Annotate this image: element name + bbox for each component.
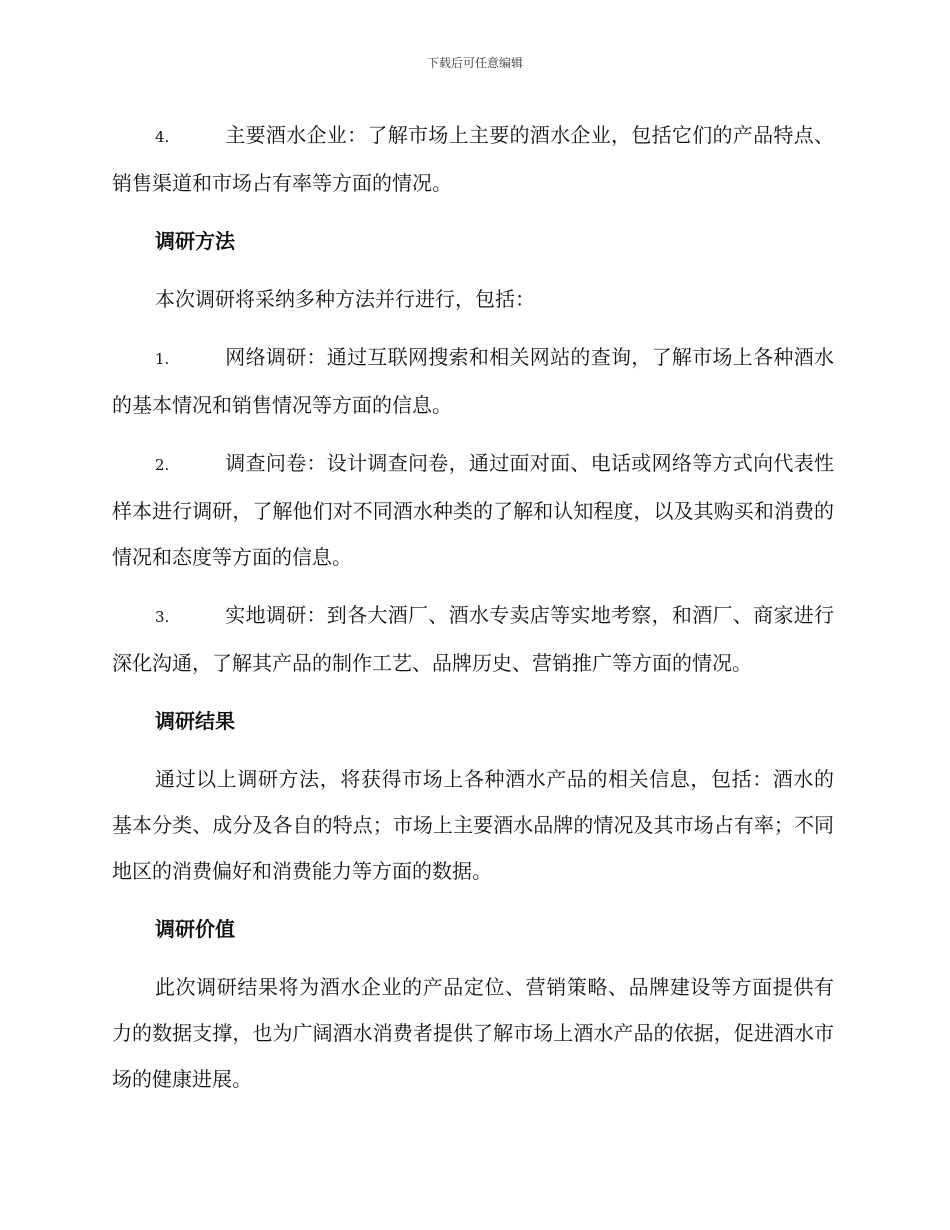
document-body <box>112 112 834 1114</box>
list-item-text: 主要酒水企业：了解市场上主要的酒水企业，包括它们的产品特点、销售渠道和市场占有率等方面的情况。 <box>112 123 834 195</box>
section-heading-methods: 调研方法 <box>155 229 235 253</box>
value-paragraph: 此次调研结果将为酒水企业的产品定位、营销策略、品牌建设等方面提供有力的数据支撑，也为广阔酒水消费者提供了解市场上酒水产品的依据，促进酒水市场的健康进展。 <box>112 975 834 1091</box>
list-item-number: 3. <box>155 608 170 626</box>
methods-intro: 本次调研将采纳多种方法并行进行，包括： <box>155 287 535 311</box>
page-header: 下载后可任意编辑 <box>426 56 523 70</box>
list-item-number: 4. <box>155 128 170 146</box>
list-item-1 <box>112 334 834 428</box>
list-item-text: 调查问卷：设计调查问卷，通过面对面、电话或网络等方式向代表性样本进行调研，了解他们对不同酒水种类的了解和认知程度，以及其购买和消费的情况和态度等方面的信息。 <box>112 451 834 569</box>
section-heading-results: 调研结果 <box>155 709 235 733</box>
list-item-text: 网络调研：通过互联网搜索和相关网站的查询，了解市场上各种酒水的基本情况和销售情况等方面的信息。 <box>112 345 834 417</box>
results-paragraph: 通过以上调研方法，将获得市场上各种酒水产品的相关信息，包括：酒水的基本分类、成分及各自的特点；市场上主要酒水品牌的情况及其市场占有率；不同地区的消费偏好和消费能力等方面的数据。 <box>112 767 834 883</box>
section-heading-value: 调研价值 <box>155 917 235 941</box>
list-item-text: 实地调研：到各大酒厂、酒水专卖店等实地考察，和酒厂、商家进行深化沟通，了解其产品的制作工艺、品牌历史、营销推广等方面的情况。 <box>112 603 834 675</box>
list-item-number: 2. <box>155 456 170 474</box>
list-item-3 <box>112 592 834 686</box>
list-item-2 <box>112 440 834 580</box>
list-item-4 <box>112 112 834 206</box>
list-item-number: 1. <box>155 350 170 368</box>
